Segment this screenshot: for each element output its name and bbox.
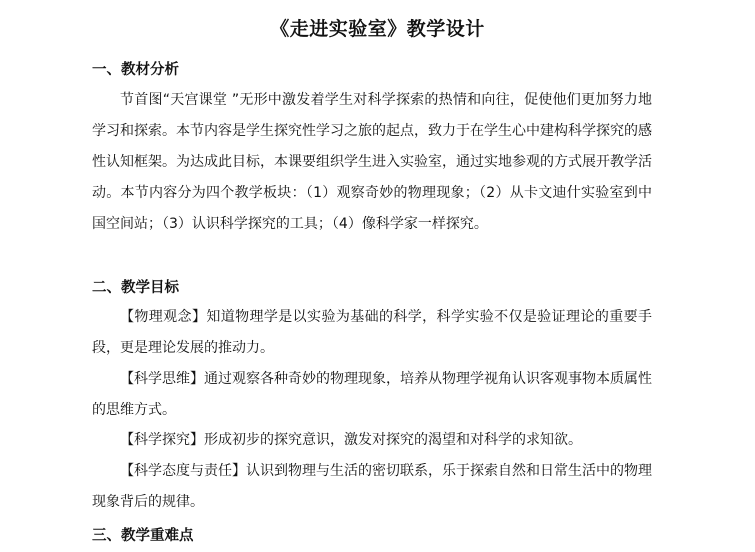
paragraph-attitude-responsibility: 【科学态度与责任】认识到物理与生活的密切联系，乐于探索自然和日常生活中的物理现象背后的规律。 [92, 463, 652, 510]
paragraph-scientific-thinking: 【科学思维】通过观察各种奇妙的物理现象，培养从物理学视角认识客观事物本质属性的思维方式。 [92, 371, 652, 418]
section-heading-key-difficulties: 三、教学重难点 [92, 528, 194, 544]
section-heading-teaching-goals: 二、教学目标 [92, 280, 179, 296]
paragraph-scientific-inquiry: 【科学探究】形成初步的探究意识，激发对探究的渴望和对科学的求知欲。 [120, 432, 582, 448]
paragraph-physics-concept: 【物理观念】知道物理学是以实验为基础的科学，科学实验不仅是验证理论的重要手段，更是理论发展的推动力。 [92, 309, 652, 356]
section-heading-textbook-analysis: 一、教材分析 [92, 62, 179, 78]
paragraph-textbook-analysis: 节首图“天宫课堂 ”无形中激发着学生对科学探索的热情和向往，促使他们更加努力地学习和探索。本节内容是学生探究性学习之旅的起点，致力于在学生心中建构科学探究的感性认知框架。为达成此目标，本课要组织学生进入实验室，通过实地参观的方式展开教学活动。本节内容分为四个教学板块：（1）观察奇妙的物理现象；（2）从卡文迪什实验室到中国空间站；（3）认识科学探究的工具；（4）像科学家一样探究。 [92, 92, 652, 232]
document-title: 《走进实验室》教学设计 [270, 18, 485, 40]
